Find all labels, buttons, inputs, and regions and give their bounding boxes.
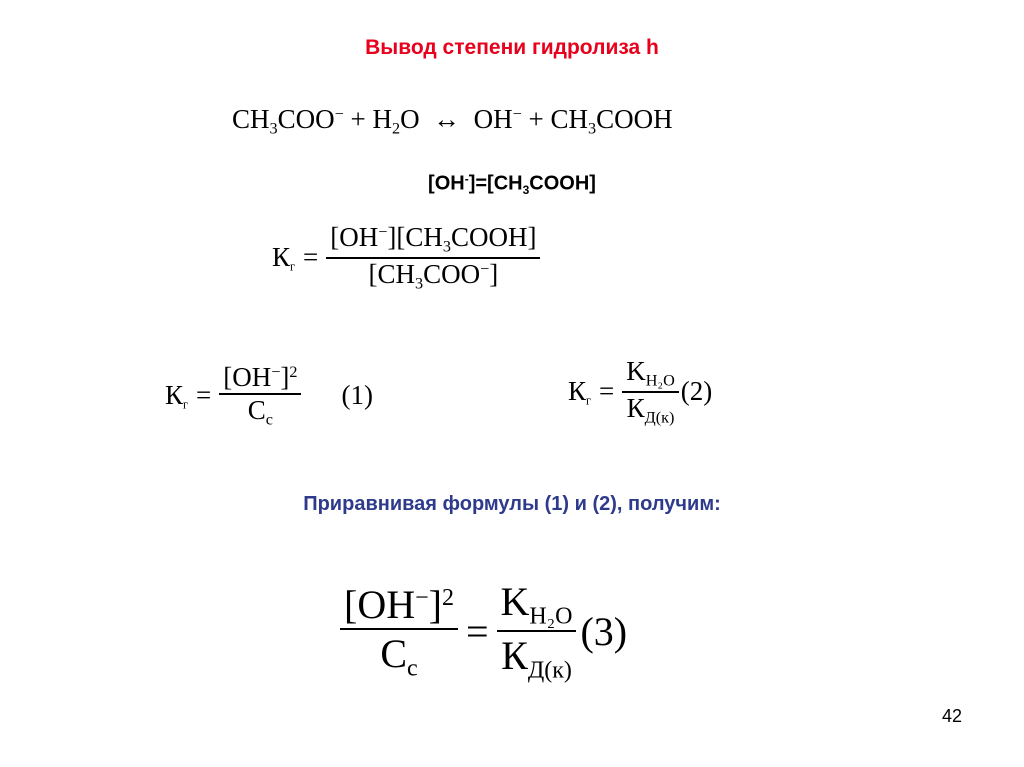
formula-label: (1): [341, 380, 373, 411]
reactant-water: $H_2O$: [372, 104, 420, 138]
fraction: [326, 222, 540, 293]
formula-label: (3): [580, 608, 628, 654]
fraction-denominator: $К_{Д(к)}$: [626, 392, 675, 427]
fraction-numerator: $K_{H_2O}$: [500, 579, 573, 630]
page-number: 42: [941, 706, 962, 726]
fraction-numerator: $K_{H_2O}$: [626, 356, 675, 390]
hydrolysis-reaction-equation: [232, 104, 673, 139]
fraction-denominator: $C_c$: [380, 630, 418, 682]
kg-symbol: $К_г$: [272, 241, 295, 273]
equals-sign: =: [599, 376, 615, 407]
statement-text: Приравнивая формулы (1) и (2), получим:: [303, 493, 721, 515]
formula-3: [340, 578, 627, 685]
fraction-denominator: $К_{Д(к)}$: [501, 633, 572, 684]
concentration-equality: $[OH^-]=[CH_3COOH]$: [428, 172, 596, 197]
kg-symbol: $К_г$: [568, 375, 591, 407]
equilibrium-arrow: ↔: [433, 104, 461, 134]
fraction-denominator: $C_c$: [247, 395, 273, 429]
formula-1: [165, 362, 373, 430]
equals-sign: =: [196, 380, 212, 411]
reactant-acetate: $CH_3COO^-$: [232, 104, 344, 138]
fraction-numerator: $[OH^-]^2$: [344, 581, 454, 627]
plus-sign: +: [350, 104, 366, 134]
fraction-numerator: $[OH^-][CH_3COOH]$: [330, 222, 537, 256]
fraction: [622, 356, 679, 427]
fraction: [219, 362, 301, 430]
product-hydroxide: OH−: [473, 104, 522, 134]
fraction-denominator: $[CH_3COO^-]$: [368, 258, 499, 293]
fraction: [340, 581, 458, 682]
formula-2: [568, 356, 712, 427]
equals-sign: =: [303, 242, 319, 273]
fraction-numerator: $[OH^-]^2$: [223, 362, 298, 392]
hydrolysis-constant-formula: [272, 222, 540, 293]
plus-sign: +: [528, 104, 544, 134]
kg-symbol: $К_г$: [165, 379, 188, 411]
slide-title: Вывод степени гидролиза h: [365, 36, 659, 59]
formula-label: (2): [680, 376, 713, 407]
product-acetic-acid: $CH_3COOH$: [550, 104, 673, 138]
fraction: [497, 578, 577, 685]
equals-sign: =: [465, 608, 489, 654]
